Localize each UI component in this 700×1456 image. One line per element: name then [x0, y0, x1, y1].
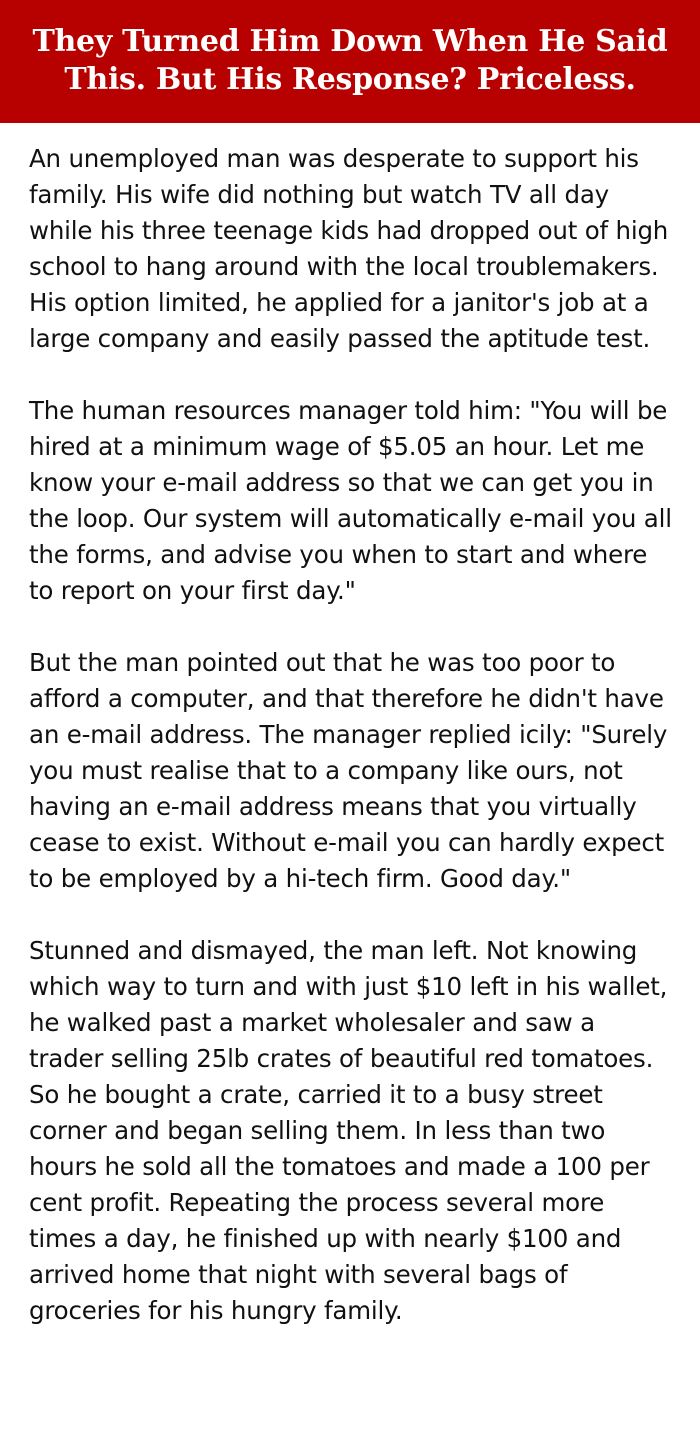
- story-paragraph: Stunned and dismayed, the man left. Not knowing which way to turn and with just $10 left in his wallet, he walked past a market wholesaler and saw a trader selling 25lb crates of beautiful red tomatoes. So he bought a crate, carried it to a busy street corner and began selling them. In less than two hours he sold all the tomatoes and made a 100 per cent profit. Repeating the process several more times a day, he finished up with nearly $100 and arrived home that night with several bags of groceries for his hungry family.: [29, 936, 668, 1325]
- story-body: [0, 123, 700, 1329]
- page-title: They Turned Him Down When He Said This. But His Response? Priceless.: [32, 23, 668, 97]
- title-banner: [0, 0, 700, 123]
- story-paragraph: But the man pointed out that he was too poor to afford a computer, and that therefore he didn't have an e-mail address. The manager replied icily: "Surely you must realise that to a company like ours, not having an e-mail address means that you virtually cease to exist. Without e-mail you can hardly expect to be employed by a hi-tech firm. Good day.": [29, 648, 668, 893]
- story-paragraph: The human resources manager told him: "You will be hired at a minimum wage of $5.05 an hour. Let me know your e-mail address so that we can get you in the loop. Our system will automatically e-mail you all the forms, and advise you when to start and where to report on your first day.": [29, 396, 672, 605]
- story-paragraph: An unemployed man was desperate to support his family. His wife did nothing but watch TV all day while his three teenage kids had dropped out of high school to hang around with the local troublemakers. His option limited, he applied for a janitor's job at a large company and easily passed the aptitude test.: [29, 144, 669, 353]
